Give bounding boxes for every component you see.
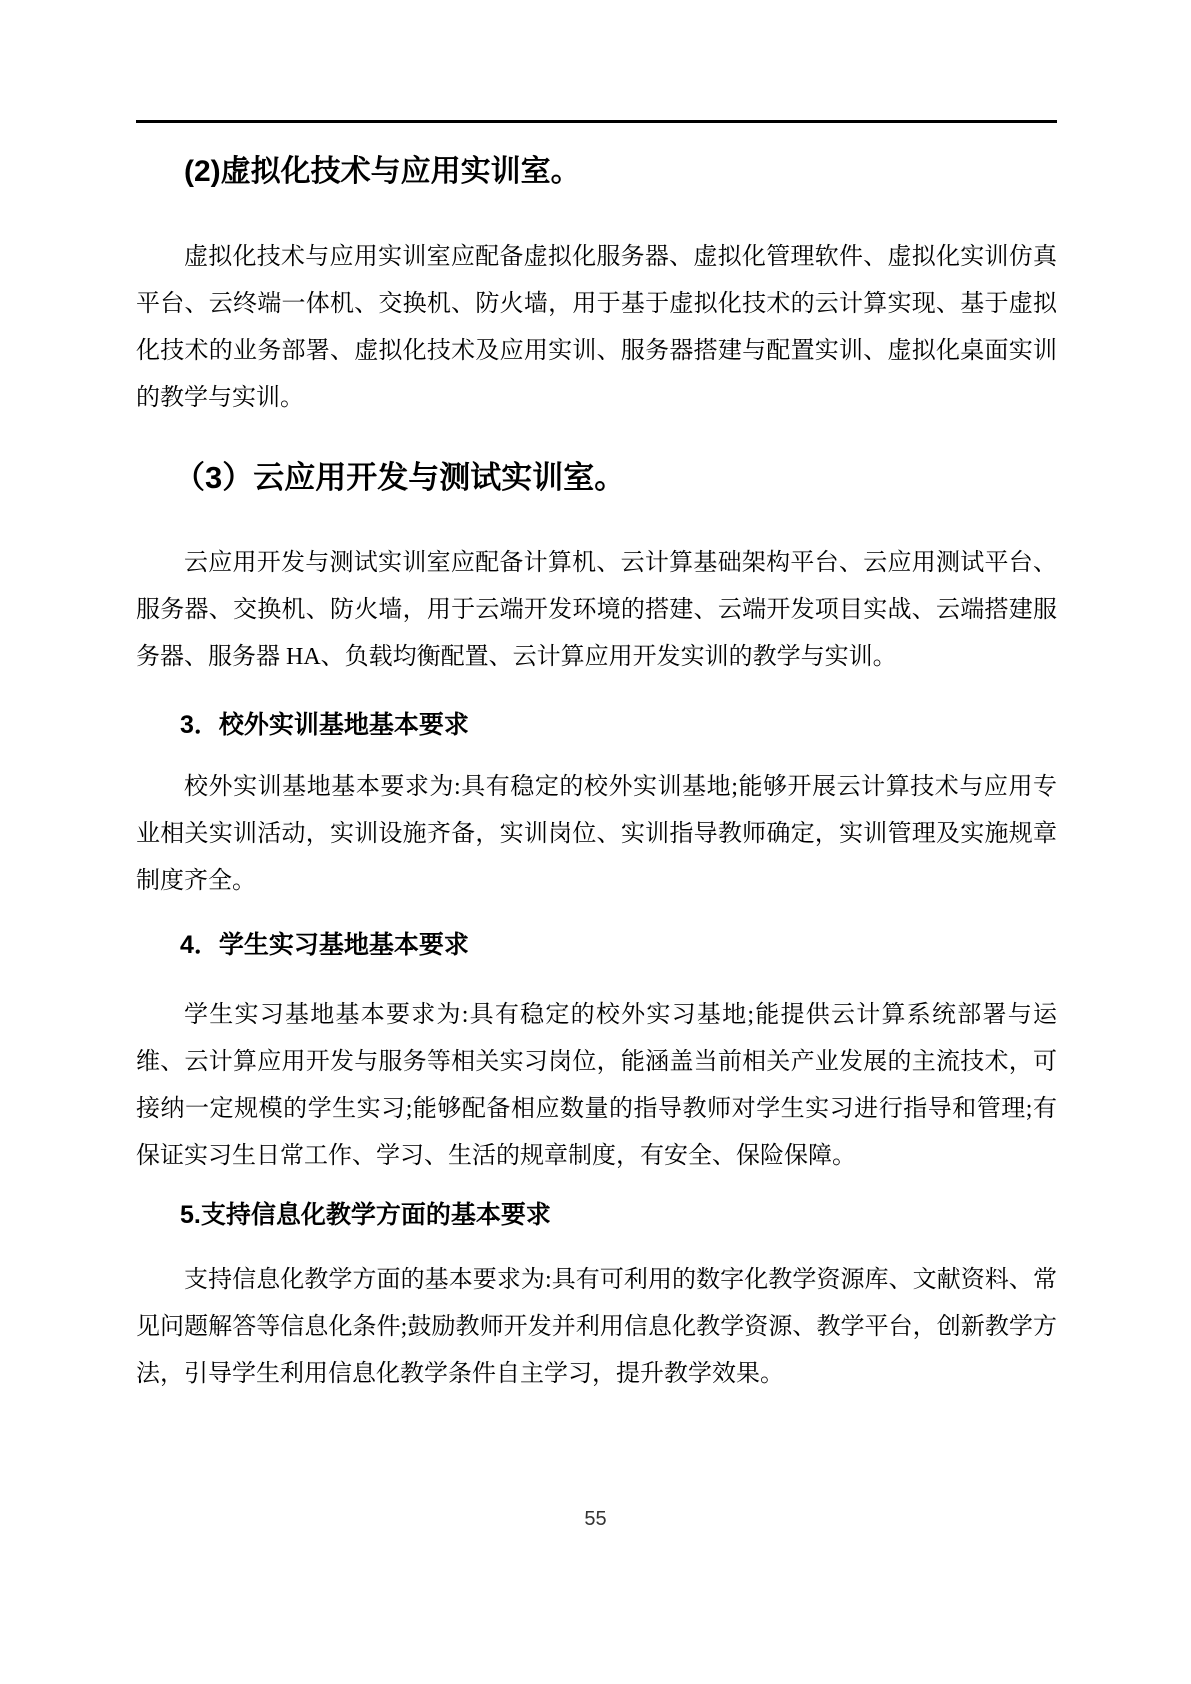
paragraph-informatization-teaching: 支持信息化教学方面的基本要求为:具有可利用的数字化教学资源库、文献资料、常见问题解答等信息化条件;鼓励教师开发并利用信息化教学资源、教学平台，创新教学方法，引导学生利用信息化教学条件自主学习，提升教学效果。 (136, 1267, 1057, 1387)
paragraph-student-internship-base: 学生实习基地基本要求为:具有稳定的校外实习基地;能提供云计算系统部署与运维、云计算应用开发与服务等相关实习岗位，能涵盖当前相关产业发展的主流技术，可接纳一定规模的学生实习;能够配备相应数量的指导教师对学生实习进行指导和管理;有保证实习生日常工作、学习、生活的规章制度，有安全、保险保障。 (136, 1002, 1057, 1169)
heading-student-internship-base: 4．学生实习基地基本要求 (180, 931, 469, 959)
paragraph-cloud-app-lab: 云应用开发与测试实训室应配备计算机、云计算基础架构平台、云应用测试平台、服务器、交换机、防火墙，用于云端开发环境的搭建、云端开发项目实战、云端搭建服务器、服务器 HA、负载均衡配置、云计算应用开发实训的教学与实训。 (136, 550, 1057, 670)
paragraph-virtualization-lab: 虚拟化技术与应用实训室应配备虚拟化服务器、虚拟化管理软件、虚拟化实训仿真平台、云终端一体机、交换机、防火墙，用于基于虚拟化技术的云计算实现、基于虚拟化技术的业务部署、虚拟化技术及应用实训、服务器搭建与配置实训、虚拟化桌面实训的教学与实训。 (136, 244, 1057, 411)
heading-informatization-teaching: 5.支持信息化教学方面的基本要求 (180, 1201, 551, 1229)
paragraph-offcampus-training-base: 校外实训基地基本要求为:具有稳定的校外实训基地;能够开展云计算技术与应用专业相关实训活动，实训设施齐备，实训岗位、实训指导教师确定，实训管理及实施规章制度齐全。 (136, 774, 1057, 894)
heading-virtualization-lab: (2)虚拟化技术与应用实训室。 (184, 155, 581, 188)
header-rule (136, 120, 1057, 123)
heading-offcampus-training-base: 3．校外实训基地基本要求 (180, 711, 469, 739)
page-number: 55 (584, 1508, 607, 1530)
heading-cloud-app-lab: （3）云应用开发与测试实训室。 (174, 460, 626, 495)
